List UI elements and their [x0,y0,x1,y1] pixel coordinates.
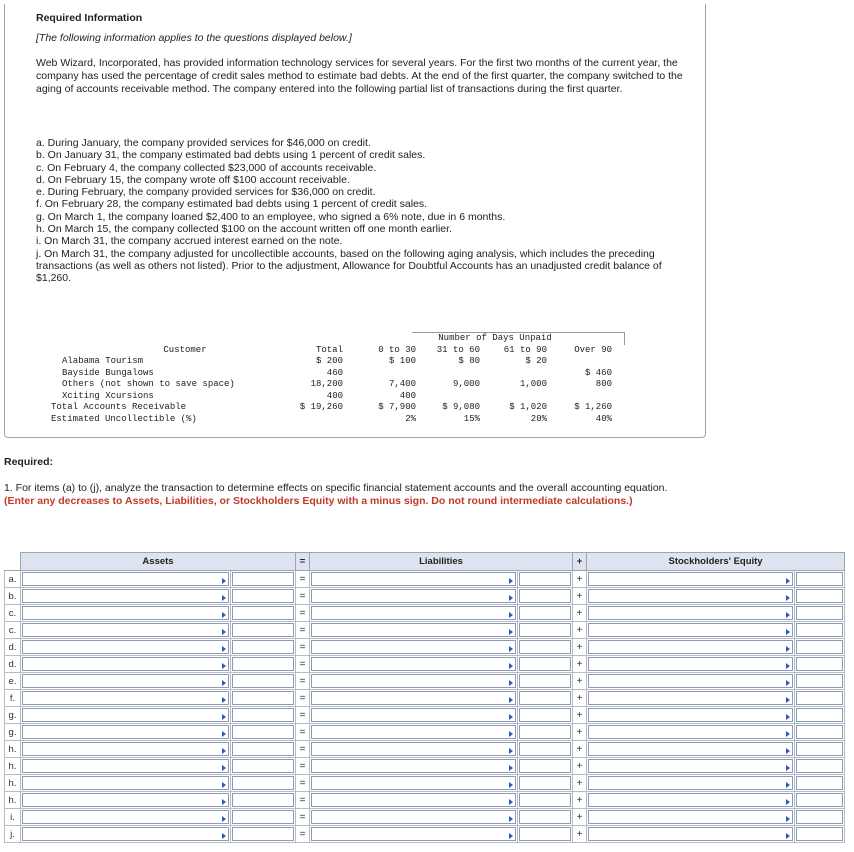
liabilities-amount-input[interactable] [519,674,571,688]
aging-row-customer: Estimated Uncollectible (%) [51,413,197,424]
required-information-panel [4,4,706,438]
assets-account-select[interactable] [22,759,229,773]
dropdown-arrow-icon[interactable] [221,591,227,601]
plus-sign: + [573,588,587,605]
plus-sign: + [573,622,587,639]
aging-cell-c3: 800 [595,379,612,389]
equals-sign: = [296,809,310,826]
equity-account-select[interactable] [588,776,793,790]
equity-account-select[interactable] [588,725,793,739]
dropdown-arrow-icon[interactable] [508,659,514,669]
equals-sign: = [296,758,310,775]
equity-account-select[interactable] [588,674,793,688]
equity-amount-input[interactable] [796,589,843,603]
assets-amount-input[interactable] [232,640,294,654]
dropdown-arrow-icon[interactable] [785,727,791,737]
row-label: d. [5,639,21,656]
dropdown-arrow-icon[interactable] [508,676,514,686]
equals-sign: = [296,622,310,639]
dropdown-arrow-icon[interactable] [221,608,227,618]
dropdown-arrow-icon[interactable] [221,676,227,686]
info-title: Required Information [36,12,143,24]
table-row [5,826,845,843]
assets-amount-input[interactable] [232,572,294,586]
dropdown-arrow-icon[interactable] [221,829,227,839]
assets-amount-input[interactable] [232,657,294,671]
assets-account-select[interactable] [22,640,229,654]
row-label: h. [5,758,21,775]
equity-amount-input[interactable] [796,691,843,705]
plus-sign: + [573,826,587,843]
row-label: h. [5,741,21,758]
equity-account-select[interactable] [588,623,793,637]
row-label: d. [5,656,21,673]
row-label: b. [5,588,21,605]
equals-sign: = [296,639,310,656]
equity-amount-input[interactable] [796,759,843,773]
row-label: i. [5,809,21,826]
aging-cell-c2: 1,000 [519,379,547,389]
aging-cell-total: 18,200 [310,379,343,389]
equity-account-select[interactable] [588,708,793,722]
row-label: f. [5,690,21,707]
aging-cell-c0: 400 [399,390,416,401]
liabilities-amount-input[interactable] [519,810,571,824]
assets-account-select[interactable] [22,572,229,586]
transaction-item: e. During February, the company provided services for $36,000 on credit. [36,186,376,199]
instruction-emphasis: (Enter any decreases to Assets, Liabilities, or Stockholders Equity with a minus sign. Do not round intermediate calculations.) [4,495,633,507]
table-row [5,639,845,656]
dropdown-arrow-icon[interactable] [221,778,227,788]
dropdown-arrow-icon[interactable] [508,608,514,618]
aging-cell-c2: $ 20 [525,356,547,366]
info-note: [The following information applies to the questions displayed below.] [36,32,352,44]
plus-sign: + [573,639,587,656]
assets-amount-input[interactable] [232,674,294,688]
transaction-item: d. On February 15, the company wrote off $100 account receivable. [36,173,350,186]
dropdown-arrow-icon[interactable] [785,812,791,822]
plus-sign: + [573,741,587,758]
equals-sign: = [296,605,310,622]
liabilities-amount-input[interactable] [519,725,571,739]
liabilities-amount-input[interactable] [519,623,571,637]
aging-cell-total: $ 200 [315,356,343,366]
instruction-text: 1. For items (a) to (j), analyze the transaction to determine effects on specific financial statement accounts and the overall accounting equation. [4,482,668,494]
equals-sign: = [296,741,310,758]
dropdown-arrow-icon[interactable] [221,693,227,703]
dropdown-arrow-icon[interactable] [785,676,791,686]
table-row [5,588,845,605]
liabilities-amount-input[interactable] [519,759,571,773]
assets-amount-input[interactable] [232,810,294,824]
required-instruction [4,482,694,508]
plus-sign: + [573,656,587,673]
equity-account-select[interactable] [588,589,793,603]
equity-account-select[interactable] [588,691,793,705]
row-label: g. [5,707,21,724]
plus-sign: + [573,809,587,826]
equity-account-select[interactable] [588,759,793,773]
dropdown-arrow-icon[interactable] [221,761,227,771]
transaction-item: g. On March 1, the company loaned $2,400 to an employee, who signed a 6% note, due in 6 months. [36,210,506,223]
equals-sign: = [296,588,310,605]
aging-header-over-90: Over 90 [574,345,612,355]
dropdown-arrow-icon[interactable] [221,574,227,584]
aging-cell-c3: $ 460 [584,367,612,378]
assets-account-select[interactable] [22,674,229,688]
liabilities-amount-input[interactable] [519,827,571,841]
dropdown-arrow-icon[interactable] [508,625,514,635]
assets-amount-input[interactable] [232,708,294,722]
assets-account-select[interactable] [22,725,229,739]
liabilities-amount-input[interactable] [519,572,571,586]
assets-amount-input[interactable] [232,759,294,773]
aging-cell-c0: $ 7,900 [378,402,416,412]
table-row [5,775,845,792]
aging-row-customer: Xciting Xcursions [62,390,154,401]
dropdown-arrow-icon[interactable] [221,744,227,754]
aging-group-header: Number of Days Unpaid [438,333,552,343]
liabilities-amount-input[interactable] [519,708,571,722]
dropdown-arrow-icon[interactable] [508,710,514,720]
table-row [5,741,845,758]
dropdown-arrow-icon[interactable] [785,710,791,720]
aging-analysis-table [45,332,625,424]
equals-sign: = [296,690,310,707]
assets-amount-input[interactable] [232,589,294,603]
aging-header-61-90: 61 to 90 [503,345,547,355]
liabilities-account-select[interactable] [311,640,516,654]
required-heading: Required: [4,456,54,468]
liabilities-account-select[interactable] [311,776,516,790]
liabilities-amount-input[interactable] [519,691,571,705]
dropdown-arrow-icon[interactable] [221,812,227,822]
equity-amount-input[interactable] [796,827,843,841]
assets-amount-input[interactable] [232,623,294,637]
table-row [5,605,845,622]
equals-sign: = [296,792,310,809]
liabilities-account-select[interactable] [311,708,516,722]
liabilities-account-select[interactable] [311,572,516,586]
table-row [5,707,845,724]
liabilities-account-select[interactable] [311,691,516,705]
equity-amount-input[interactable] [796,793,843,807]
liabilities-account-select[interactable] [311,827,516,841]
liabilities-account-select[interactable] [311,759,516,773]
aging-row-customer: Total Accounts Receivable [51,402,187,412]
equity-account-select[interactable] [588,572,793,586]
assets-amount-input[interactable] [232,793,294,807]
liabilities-account-select[interactable] [311,742,516,756]
dropdown-arrow-icon[interactable] [785,574,791,584]
transaction-item: f. On February 28, the company estimated bad debts using 1 percent of credit sales. [36,198,428,211]
table-row [5,758,845,775]
assets-account-select[interactable] [22,810,229,824]
equity-amount-input[interactable] [796,708,843,722]
aging-cell-c2: 20% [530,413,547,424]
table-row [5,673,845,690]
transaction-item: j. On March 31, the company adjusted for uncollectible accounts, based on the following aging analysis, which includes the preceding transactions (as well as others not listed). Prior to the adjustment, Allowance for Doubtful Accounts has an unadjusted credit balance of $1,260. [36,247,662,285]
equity-account-select[interactable] [588,657,793,671]
equity-amount-input[interactable] [796,657,843,671]
row-label: g. [5,724,21,741]
liabilities-amount-input[interactable] [519,606,571,620]
equals-sign: = [296,656,310,673]
table-row [5,724,845,741]
row-label: h. [5,775,21,792]
row-label: a. [5,571,21,588]
liabilities-amount-input[interactable] [519,742,571,756]
row-label: c. [5,605,21,622]
assets-account-select[interactable] [22,589,229,603]
liabilities-amount-input[interactable] [519,640,571,654]
transaction-item: a. During January, the company provided services for $46,000 on credit. [36,137,371,149]
aging-cell-c1: 9,000 [452,379,480,389]
equity-amount-input[interactable] [796,742,843,756]
equity-account-select[interactable] [588,606,793,620]
dropdown-arrow-icon[interactable] [508,795,514,805]
plus-header: + [573,553,587,571]
equity-amount-input[interactable] [796,810,843,824]
dropdown-arrow-icon[interactable] [508,591,514,601]
table-row [5,656,845,673]
assets-amount-input[interactable] [232,725,294,739]
row-label: e. [5,673,21,690]
dropdown-arrow-icon[interactable] [508,574,514,584]
dropdown-arrow-icon[interactable] [508,812,514,822]
aging-cell-c0: 7,400 [388,379,416,389]
liabilities-account-select[interactable] [311,589,516,603]
equals-sign: = [296,724,310,741]
accounting-equation-grid [4,552,845,843]
equity-amount-input[interactable] [796,725,843,739]
transaction-item: h. On March 15, the company collected $100 on the account written off one month earlier. [36,223,452,236]
liabilities-amount-input[interactable] [519,793,571,807]
assets-account-select[interactable] [22,776,229,790]
aging-cell-total: 460 [326,367,343,378]
dropdown-arrow-icon[interactable] [785,795,791,805]
equals-header: = [296,553,310,571]
plus-sign: + [573,673,587,690]
aging-cell-c1: $ 9,080 [442,402,480,412]
liabilities-amount-input[interactable] [519,589,571,603]
equity-amount-input[interactable] [796,623,843,637]
dropdown-arrow-icon[interactable] [508,642,514,652]
liabilities-account-select[interactable] [311,810,516,824]
table-row [5,622,845,639]
assets-account-select[interactable] [22,623,229,637]
equals-sign: = [296,673,310,690]
dropdown-arrow-icon[interactable] [221,642,227,652]
plus-sign: + [573,707,587,724]
assets-account-select[interactable] [22,827,229,841]
equals-sign: = [296,775,310,792]
row-label: j. [5,826,21,843]
assets-amount-input[interactable] [232,776,294,790]
equity-amount-input[interactable] [796,572,843,586]
liabilities-account-select[interactable] [311,793,516,807]
equity-account-select[interactable] [588,640,793,654]
equity-amount-input[interactable] [796,606,843,620]
aging-row-customer: Others (not shown to save space) [62,379,235,389]
aging-cell-c0: $ 100 [388,356,416,366]
table-row [5,792,845,809]
table-row [5,809,845,826]
equals-sign: = [296,707,310,724]
dropdown-arrow-icon[interactable] [221,727,227,737]
dropdown-arrow-icon[interactable] [508,744,514,754]
aging-header-total: Total [315,345,343,355]
equals-sign: = [296,571,310,588]
assets-account-select[interactable] [22,742,229,756]
dropdown-arrow-icon[interactable] [221,795,227,805]
dropdown-arrow-icon[interactable] [508,778,514,788]
plus-sign: + [573,758,587,775]
dropdown-arrow-icon[interactable] [785,625,791,635]
liabilities-header: Liabilities [310,553,573,571]
aging-header-customer: Customer [163,345,207,355]
aging-header-31-60: 31 to 60 [436,345,480,355]
dropdown-arrow-icon[interactable] [508,829,514,839]
assets-amount-input[interactable] [232,742,294,756]
equals-sign: = [296,826,310,843]
aging-cell-c2: $ 1,020 [509,402,547,412]
transaction-item: c. On February 4, the company collected $23,000 of accounts receivable. [36,161,377,174]
dropdown-arrow-icon[interactable] [508,727,514,737]
liabilities-account-select[interactable] [311,606,516,620]
plus-sign: + [573,571,587,588]
assets-account-select[interactable] [22,606,229,620]
aging-cell-c1: 15% [463,413,480,424]
table-row [5,571,845,588]
assets-amount-input[interactable] [232,827,294,841]
assets-amount-input[interactable] [232,606,294,620]
transaction-item: b. On January 31, the company estimated bad debts using 1 percent of credit sales. [36,149,426,162]
dropdown-arrow-icon[interactable] [508,761,514,771]
aging-cell-total: 400 [326,390,343,401]
plus-sign: + [573,690,587,707]
equity-account-select[interactable] [588,742,793,756]
assets-header: Assets [21,553,296,571]
dropdown-arrow-icon[interactable] [221,659,227,669]
dropdown-arrow-icon[interactable] [785,829,791,839]
liabilities-account-select[interactable] [311,674,516,688]
plus-sign: + [573,605,587,622]
dropdown-arrow-icon[interactable] [785,744,791,754]
liabilities-account-select[interactable] [311,725,516,739]
row-label: h. [5,792,21,809]
aging-row-customer: Bayside Bungalows [62,367,154,378]
equity-amount-input[interactable] [796,674,843,688]
table-row [5,690,845,707]
info-paragraph: Web Wizard, Incorporated, has provided information technology services for several years. For the first two months of the current year, the company has used the percentage of credit sales method to estimate bad debts. At the end of the first quarter, the company switched to the aging of accounts receivable method. The company entered into the following partial list of transactions during the first quarter. [36,57,683,96]
plus-sign: + [573,775,587,792]
dropdown-arrow-icon[interactable] [508,693,514,703]
plus-sign: + [573,792,587,809]
liabilities-amount-input[interactable] [519,657,571,671]
row-label: c. [5,622,21,639]
dropdown-arrow-icon[interactable] [785,659,791,669]
liabilities-amount-input[interactable] [519,776,571,790]
plus-sign: + [573,724,587,741]
aging-cell-c3: $ 1,260 [574,402,612,412]
equity-account-select[interactable] [588,810,793,824]
dropdown-arrow-icon[interactable] [785,778,791,788]
equity-amount-input[interactable] [796,640,843,654]
equity-amount-input[interactable] [796,776,843,790]
dropdown-arrow-icon[interactable] [785,591,791,601]
assets-account-select[interactable] [22,708,229,722]
dropdown-arrow-icon[interactable] [785,693,791,703]
assets-account-select[interactable] [22,657,229,671]
liabilities-account-select[interactable] [311,623,516,637]
dropdown-arrow-icon[interactable] [221,710,227,720]
dropdown-arrow-icon[interactable] [785,642,791,652]
transaction-item: i. On March 31, the company accrued interest earned on the note. [36,235,343,248]
aging-cell-c3: 40% [595,413,612,424]
aging-row-customer: Alabama Tourism [62,356,144,366]
dropdown-arrow-icon[interactable] [785,761,791,771]
aging-cell-total: $ 19,260 [299,402,343,412]
dropdown-arrow-icon[interactable] [785,608,791,618]
aging-cell-c0: 2% [405,413,416,424]
aging-header-0-30: 0 to 30 [378,345,416,355]
assets-amount-input[interactable] [232,691,294,705]
assets-account-select[interactable] [22,793,229,807]
assets-account-select[interactable] [22,691,229,705]
liabilities-account-select[interactable] [311,657,516,671]
stockholders-equity-header: Stockholders' Equity [587,553,845,571]
transaction-list [36,137,686,285]
equity-account-select[interactable] [588,827,793,841]
equity-account-select[interactable] [588,793,793,807]
aging-cell-c1: $ 80 [458,356,480,366]
dropdown-arrow-icon[interactable] [221,625,227,635]
